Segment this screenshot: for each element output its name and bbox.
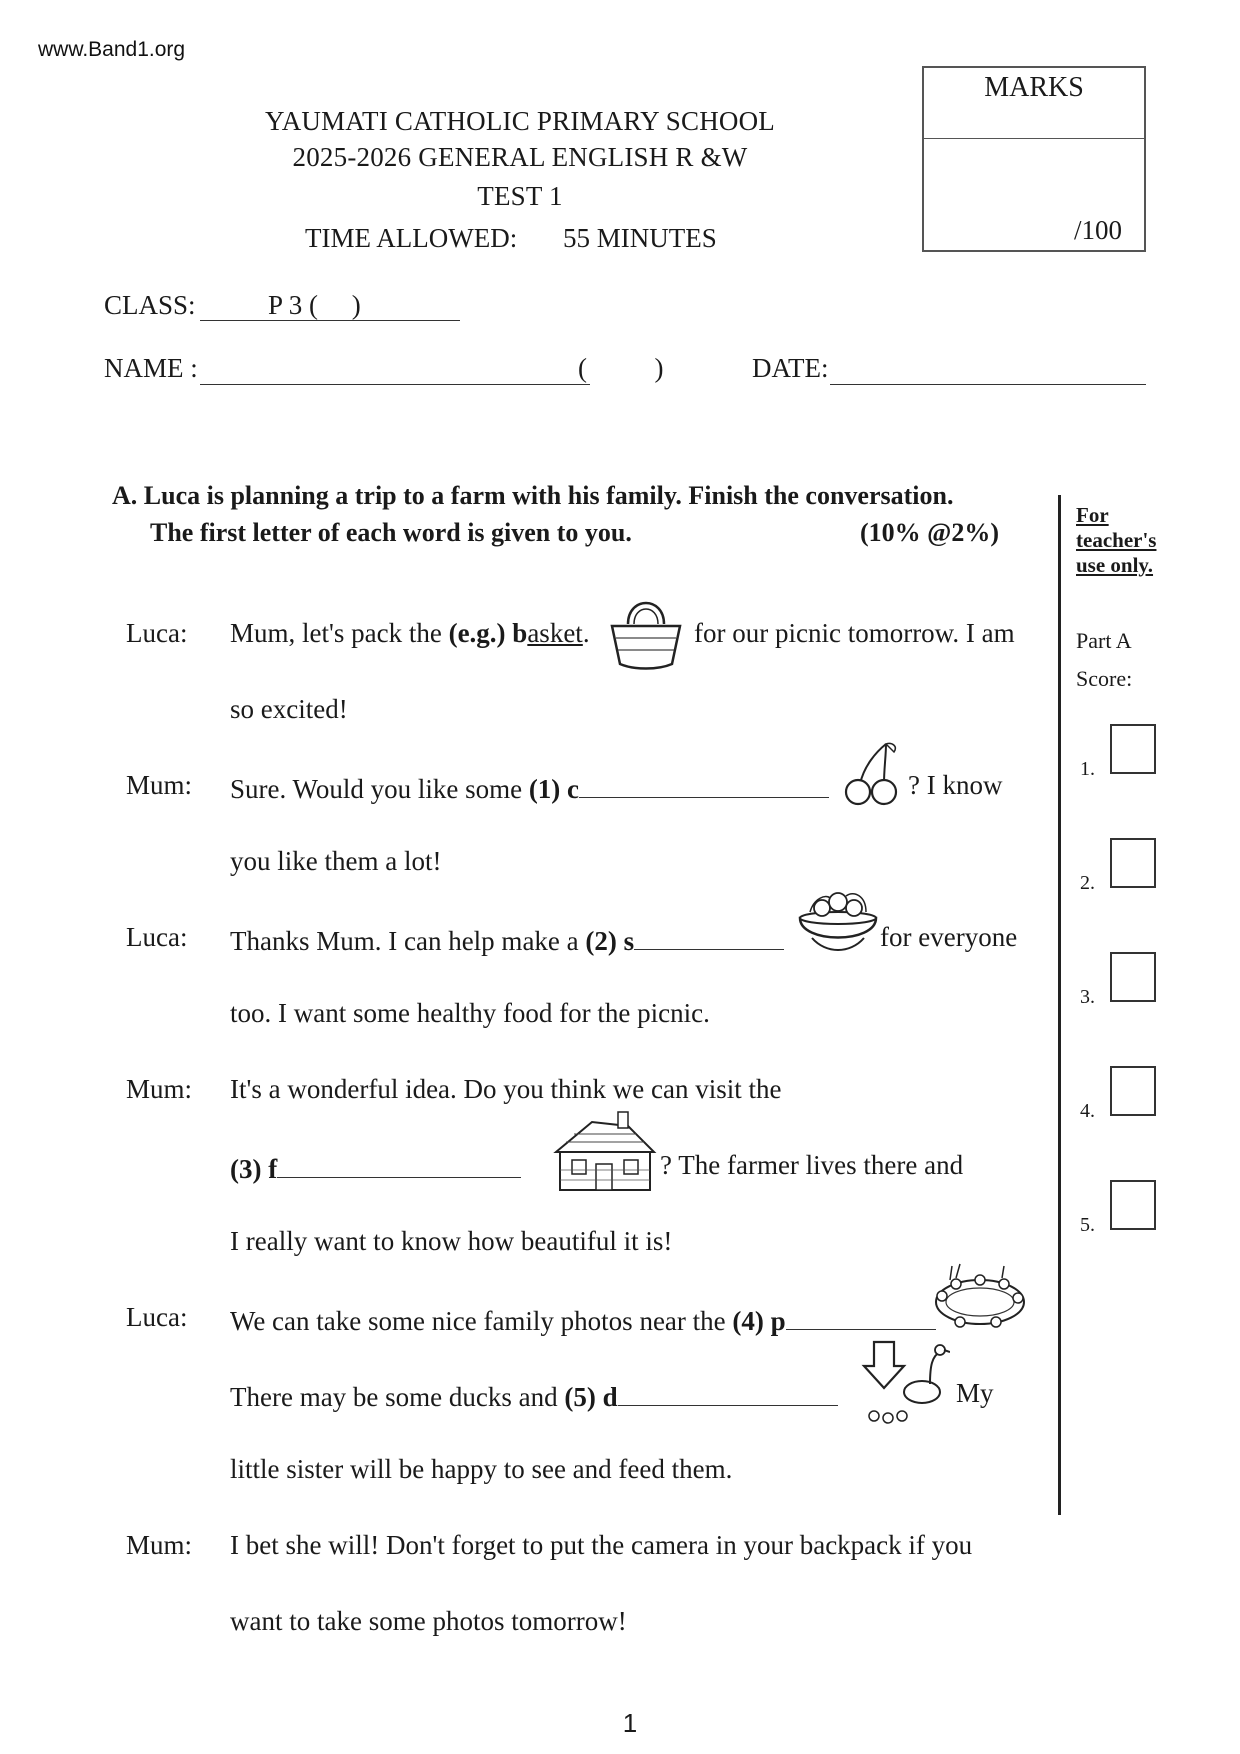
class-value: P 3 ( ) — [268, 290, 361, 320]
dialogue-text: We can take some nice family photos near the — [230, 1306, 733, 1336]
dialogue-text: ? I know — [908, 770, 1003, 800]
part-a-label: Part A — [1076, 628, 1132, 653]
dialogue-line — [230, 922, 784, 957]
dialogue-text: ? The farmer lives there and — [660, 1150, 964, 1180]
course-title: 2025-2026 GENERAL ENGLISH R &W — [292, 142, 748, 172]
score-box-4[interactable] — [1110, 1066, 1156, 1116]
date-label: DATE: — [752, 353, 829, 383]
speaker-luca: Luca: — [126, 1302, 188, 1332]
score-label: Score: — [1076, 666, 1133, 691]
speaker-luca: Luca: — [126, 618, 188, 648]
ducklings-icon — [860, 1336, 950, 1426]
dialogue-text: for our picnic tomorrow. I am — [694, 618, 1015, 648]
teacher-use-line3: use only. — [1076, 553, 1154, 577]
dialogue-text: My — [956, 1378, 994, 1408]
marks-divider — [924, 138, 1144, 139]
website-url: www.Band1.org — [38, 38, 186, 61]
example-label: (e.g.) — [448, 618, 506, 648]
time-allowed-value: 55 MINUTES — [563, 223, 717, 253]
dialogue-text: want to take some photos tomorrow! — [230, 1606, 627, 1636]
answer-blank-5[interactable] — [618, 1378, 838, 1406]
example-answer: asket — [527, 618, 583, 648]
cherries-icon — [842, 740, 902, 806]
dialogue-line — [230, 1150, 521, 1185]
part-a-score-label — [1076, 622, 1132, 698]
dialogue-line — [230, 1302, 936, 1337]
name-field-line[interactable] — [200, 384, 590, 385]
marks-total: /100 — [1073, 215, 1122, 245]
salad-bowl-icon — [796, 880, 880, 956]
dialogue-text: There may be some ducks and — [230, 1382, 565, 1412]
dialogue-text: I bet she will! Don't forget to put the camera in your backpack if you — [230, 1530, 973, 1560]
speaker-luca: Luca: — [126, 922, 188, 952]
section-a-instruction: The first letter of each word is given to you. — [150, 518, 632, 547]
dialogue-text: Thanks Mum. I can help make a — [230, 926, 586, 956]
speaker-mum: Mum: — [126, 1074, 193, 1104]
example-first-letter: b — [505, 618, 528, 648]
marks-box — [922, 66, 1146, 252]
question-2-label: (2) s — [585, 926, 635, 956]
basket-icon — [608, 592, 684, 672]
teacher-use-line1: For — [1076, 503, 1109, 527]
question-4-label: (4) p — [732, 1306, 786, 1336]
answer-blank-2[interactable] — [634, 922, 784, 950]
score-item-number: 1. — [1080, 758, 1095, 780]
question-5-label: (5) d — [564, 1382, 618, 1412]
score-item-number: 5. — [1080, 1214, 1095, 1236]
test-title: TEST 1 — [477, 181, 563, 211]
teacher-use-line2: teacher's — [1076, 528, 1157, 552]
score-box-3[interactable] — [1110, 952, 1156, 1002]
answer-blank-4[interactable] — [786, 1302, 936, 1330]
score-item-number: 2. — [1080, 872, 1095, 894]
speaker-mum: Mum: — [126, 770, 193, 800]
dialogue-text: Sure. Would you like some — [230, 774, 529, 804]
page-number: 1 — [622, 1708, 638, 1738]
dialogue-line: Mum, let's pack the (e.g.) basket. — [230, 618, 590, 648]
score-item-number: 3. — [1080, 986, 1095, 1008]
question-1-label: (1) c — [528, 774, 580, 804]
pond-icon — [930, 1262, 1030, 1332]
section-a-title: A. Luca is planning a trip to a farm with his family. Finish the conversation. — [112, 481, 954, 510]
marks-label: MARKS — [984, 72, 1084, 103]
dialogue-text: for everyone — [880, 922, 1018, 952]
dialogue-line — [230, 770, 829, 805]
answer-blank-3[interactable] — [277, 1150, 521, 1178]
dialogue-text: Mum, let's pack the — [230, 618, 449, 648]
dialogue-text: too. I want some healthy food for the picnic. — [230, 998, 710, 1028]
speaker-mum: Mum: — [126, 1530, 193, 1560]
class-label: CLASS: — [104, 290, 196, 320]
score-item-number: 4. — [1080, 1100, 1095, 1122]
time-allowed-label: TIME ALLOWED: — [305, 223, 518, 253]
teacher-column-divider — [1058, 495, 1061, 1515]
score-box-2[interactable] — [1110, 838, 1156, 888]
teacher-use-label — [1076, 503, 1156, 578]
farmhouse-icon — [552, 1108, 658, 1194]
dialogue-text: you like them a lot! — [230, 846, 442, 876]
score-box-5[interactable] — [1110, 1180, 1156, 1230]
question-3-label: (3) f — [230, 1154, 278, 1184]
dialogue-text: little sister will be happy to see and feed them. — [230, 1454, 733, 1484]
class-number-paren: ( ) — [578, 353, 664, 383]
dialogue-text: I really want to know how beautiful it is! — [230, 1226, 673, 1256]
score-box-1[interactable] — [1110, 724, 1156, 774]
dialogue-line — [230, 1378, 838, 1413]
date-field-line[interactable] — [830, 384, 1146, 385]
dialogue-text: so excited! — [230, 694, 348, 724]
name-label: NAME : — [104, 353, 198, 383]
section-a-marks: (10% @2%) — [860, 518, 1000, 547]
dialogue-text: It's a wonderful idea. Do you think we can visit the — [230, 1074, 782, 1104]
answer-blank-1[interactable] — [579, 770, 829, 798]
school-name: YAUMATI CATHOLIC PRIMARY SCHOOL — [265, 106, 775, 136]
